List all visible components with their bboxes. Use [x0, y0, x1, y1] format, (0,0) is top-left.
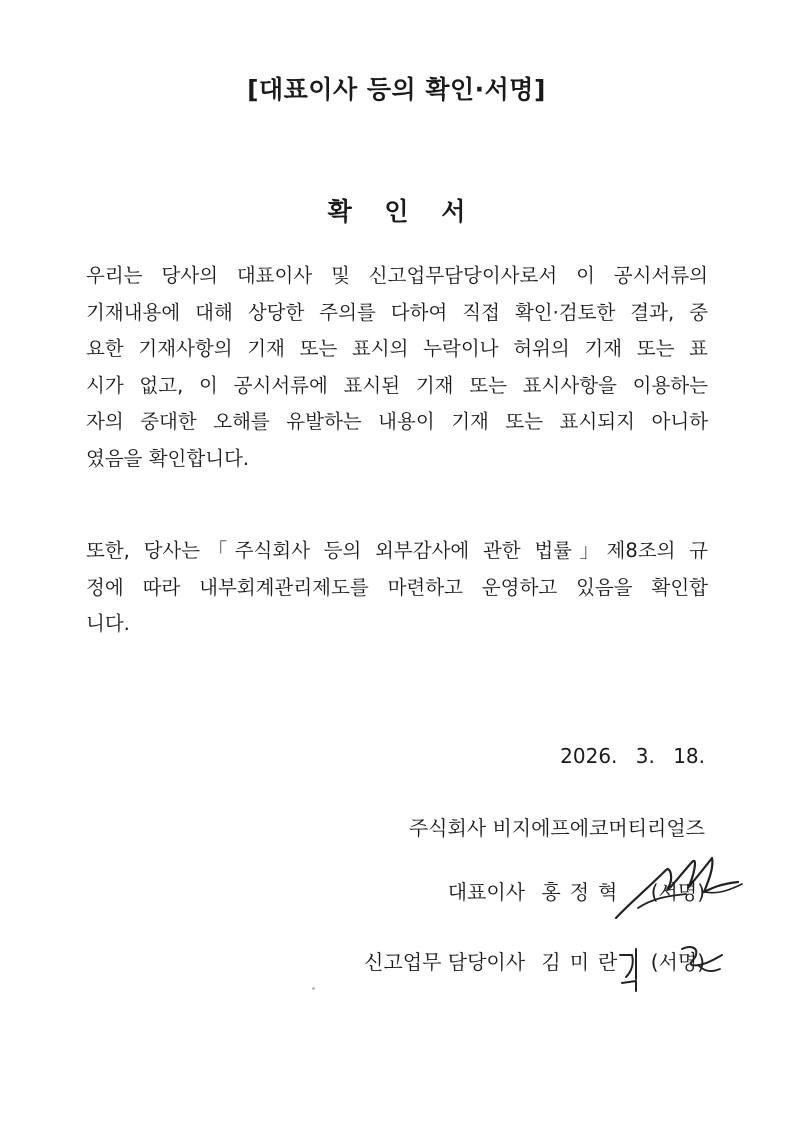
paragraph-line: 니다. — [86, 612, 130, 635]
section-header: [대표이사 등의 확인·서명] — [247, 75, 546, 104]
paragraph-line: 기재내용에 대해 상당한 주의를 다하여 직접 확인·검토한 결과, 중 — [86, 300, 708, 324]
paragraph-line: 정에 따라 내부회계관리제도를 마련하고 운영하고 있음을 확인합 — [86, 575, 708, 599]
internal-control-paragraph — [86, 533, 708, 643]
document-title: 확 인 서 — [327, 197, 478, 226]
cfo-signature-mark: (서명) — [650, 950, 705, 974]
paragraph-line: 자의 중대한 오해를 유발하는 내용이 기재 또는 표시되지 아니하 — [86, 410, 708, 433]
paragraph-line: 요한 기재사항의 기재 또는 표시의 누락이나 허위의 기재 또는 표 — [86, 337, 708, 360]
cfo-handwritten-signature — [612, 935, 732, 995]
cfo-name: 김미란 — [541, 950, 627, 974]
paragraph-line: 였음을 확인합니다. — [86, 446, 250, 470]
paragraph-line: 우리는 당사의 대표이사 및 신고업무담당이사로서 이 공시서류의 — [86, 264, 708, 287]
paragraph-line: 또한, 당사는「주식회사 등의 외부감사에 관한 법률」제8조의 규 — [86, 539, 708, 562]
paragraph-line: 시가 없고, 이 공시서류에 표시된 기재 또는 표시사항을 이용하는 — [86, 373, 708, 397]
ceo-signature-mark: (서명) — [650, 880, 705, 904]
company-name: 주식회사 비지에프에코머티리얼즈 — [408, 816, 705, 840]
scan-speck — [312, 987, 315, 990]
ceo-handwritten-signature — [608, 848, 748, 928]
ceo-role: 대표이사 — [447, 880, 526, 904]
document-date: 2026. 3. 18. — [560, 744, 705, 768]
ceo-name: 홍정혁 — [541, 880, 627, 904]
confirmation-paragraph — [86, 258, 708, 477]
cfo-role: 신고업무 담당이사 — [364, 950, 526, 974]
